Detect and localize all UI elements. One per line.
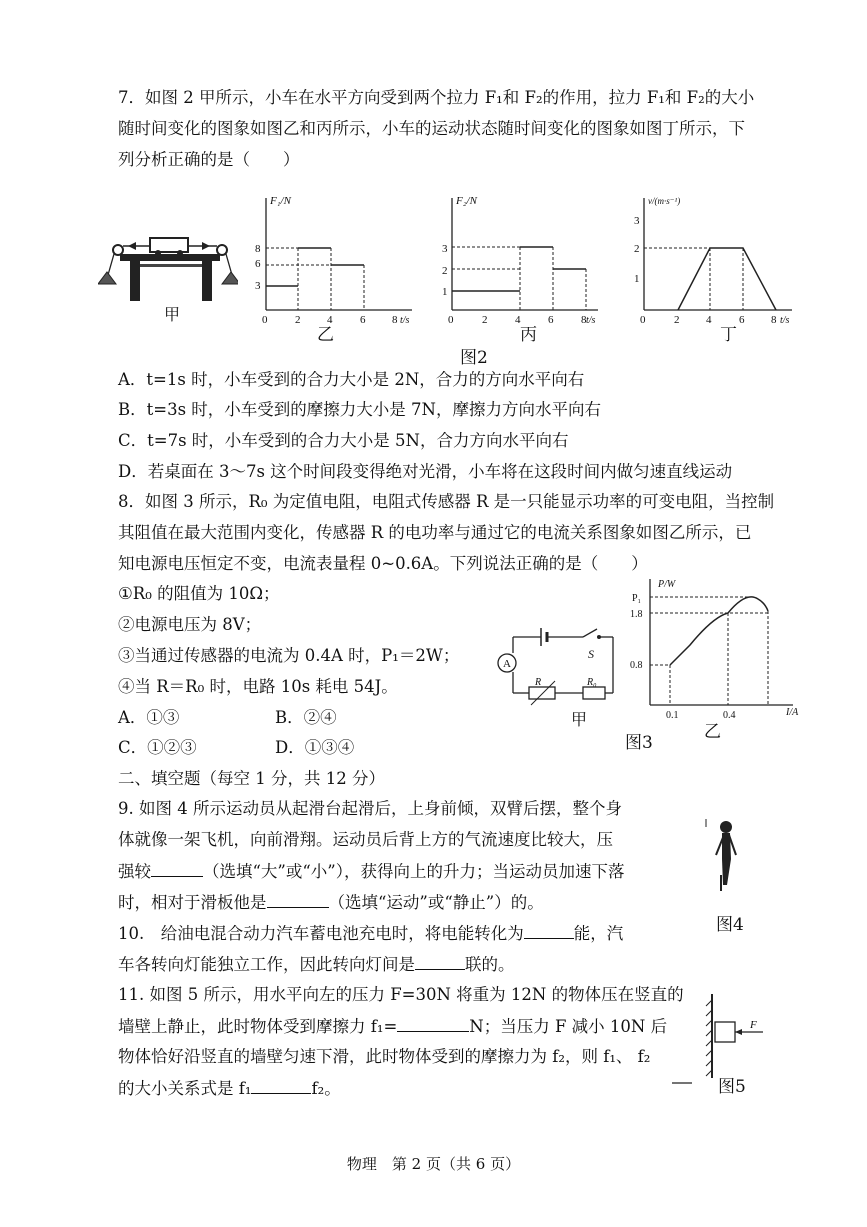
figure-2-velocity-chart xyxy=(630,190,800,345)
fig2-yi-xtick-8: 8 xyxy=(392,314,398,326)
q10-line-1-start: 10. 给油电混合动力汽车蓄电池充电时，将电能转化为 xyxy=(118,924,524,943)
q7-option-d: D．若桌面在 3～7s 这个时间段变得绝对光滑，小车将在这段时间内做匀速直线运动 xyxy=(118,462,733,481)
fig2-bing-xtick-0: 0 xyxy=(448,314,454,326)
q7-line-3: 列分析正确的是（ ） xyxy=(118,150,300,169)
figure-2-caption: 图2 xyxy=(460,348,488,368)
fig2-ding-xtick-2: 2 xyxy=(674,314,680,326)
figure-3-circuit xyxy=(493,625,623,730)
figure-4-ski-jumper xyxy=(700,815,750,895)
fig3-label-jia: 甲 xyxy=(571,712,588,729)
fig2-bing-ytick-3: 3 xyxy=(442,243,448,255)
fig2-label-ding: 丁 xyxy=(720,325,737,344)
fig3-yi-xtick-0-1: 0.1 xyxy=(666,710,679,721)
figure-2-f2-chart xyxy=(440,190,610,345)
fig2-bing-xtick-6: 6 xyxy=(548,314,554,326)
fig2-bing-ylabel: F₂/N xyxy=(456,195,477,207)
q10-blank-1[interactable] xyxy=(524,922,574,939)
fig2-yi-xtick-6: 6 xyxy=(360,314,366,326)
fig3-yi-ytick-1-8: 1.8 xyxy=(630,609,643,620)
fig2-ding-xlabel: t/s xyxy=(780,315,790,326)
q7-line-1: 7．如图 2 甲所示，小车在水平方向受到两个拉力 F₁和 F₂的作用，拉力 F₁和 F₂的大小 xyxy=(118,88,755,107)
fig2-ding-xtick-6: 6 xyxy=(739,314,745,326)
q8-choice-d: D．①③④ xyxy=(275,738,355,757)
fig2-ding-ylabel: v/(m·s⁻¹) xyxy=(648,196,681,206)
fig2-ding-xtick-8: 8 xyxy=(771,314,777,326)
q9-line-4 xyxy=(118,891,544,914)
q9-line-2: 体就像一架飞机，向前滑翔。运动员后背上方的气流速度比较大，压 xyxy=(118,830,613,849)
q10-line-1-end: 能，汽 xyxy=(573,924,624,943)
q8-choice-c: C．①②③ xyxy=(118,738,197,757)
fig2-yi-ylabel: F₁/N xyxy=(270,195,291,207)
fig2-bing-ytick-2: 2 xyxy=(442,265,448,277)
fig3-yi-ytick-0-8: 0.8 xyxy=(630,660,643,671)
page-footer: 物理 第 2 页（共 6 页） xyxy=(346,1155,521,1173)
q8-statement-2: ②电源电压为 8V； xyxy=(118,615,262,634)
fig2-bing-xtick-8: 8 xyxy=(581,314,587,326)
fig2-yi-xtick-2: 2 xyxy=(295,314,301,326)
q9-line-3-start: 强较 xyxy=(118,862,151,881)
q11-line-3: 物体恰好沿竖直的墙壁匀速下滑，此时物体受到的摩擦力为 f₂，则 f₁、 f₂ xyxy=(118,1047,651,1066)
fig2-ding-ytick-3: 3 xyxy=(634,215,640,227)
fig2-yi-xtick-4: 4 xyxy=(327,314,333,326)
fig3-yi-xlabel: I/A xyxy=(786,707,799,718)
q7-option-c: C．t=7s 时，小车受到的合力大小是 5N，合力方向水平向右 xyxy=(118,431,569,450)
q9-line-1: 9. 如图 4 所示运动员从起滑台起滑后，上身前倾，双臂后摆，整个身 xyxy=(118,799,622,818)
q10-line-2-start: 车各转向灯能独立工作，因此转向灯间是 xyxy=(118,955,415,974)
q8-line-1: 8．如图 3 所示，R₀ 为定值电阻，电阻式传感器 R 是一只能显示功率的可变电阻，当控制 xyxy=(118,492,775,511)
fig2-bing-xlabel: t/s xyxy=(586,315,596,326)
fig2-yi-ytick-6: 6 xyxy=(255,258,261,270)
circuit-sensor-label: R xyxy=(535,677,542,688)
figure-3-power-chart xyxy=(628,575,803,745)
q9-line-4-end: （选填“运动”或“静止”）的。 xyxy=(328,893,544,912)
q10-line-1 xyxy=(118,922,623,945)
figure-2-f1-chart xyxy=(252,190,422,345)
section-2-title: 二、填空题（每空 1 分，共 12 分） xyxy=(118,769,385,788)
q11-line-4-start: 的大小关系式是 f₁ xyxy=(118,1079,252,1098)
fig3-yi-ytick-p1: P₁ xyxy=(632,593,642,604)
q9-line-3-end: （选填“大”或“小”），获得向上的升力；当运动员加速下落 xyxy=(203,862,625,881)
q8-statement-3: ③当通过传感器的电流为 0.4A 时，P₁＝2W； xyxy=(118,646,460,665)
fig2-ding-xtick-0: 0 xyxy=(640,314,646,326)
q9-blank-1[interactable] xyxy=(151,860,203,877)
q11-line-4 xyxy=(118,1077,341,1100)
fig3-yi-ylabel: P/W xyxy=(658,579,676,590)
q9-blank-2[interactable] xyxy=(267,891,329,908)
circuit-ammeter-label: A xyxy=(503,658,511,670)
q10-blank-2[interactable] xyxy=(415,953,465,970)
fig2-yi-xtick-0: 0 xyxy=(262,314,268,326)
q8-choice-b: B．②④ xyxy=(275,708,337,727)
fig2-yi-xlabel: t/s xyxy=(400,315,410,326)
figure-3-caption: 图3 xyxy=(625,733,653,753)
fig5-force-label: F xyxy=(750,1019,757,1031)
q11-line-4-end: f₂。 xyxy=(311,1079,341,1098)
fig2-bing-xtick-4: 4 xyxy=(515,314,521,326)
fig3-yi-xtick-0-4: 0.4 xyxy=(723,710,736,721)
q10-line-2-end: 联的。 xyxy=(465,955,515,974)
q11-line-2-end: N；当压力 F 减小 10N 后 xyxy=(469,1017,668,1036)
q8-statement-1: ①R₀ 的阻值为 10Ω； xyxy=(118,584,280,603)
q9-line-4-start: 时，相对于滑板他是 xyxy=(118,893,267,912)
circuit-r0-label: R₀ xyxy=(587,677,597,688)
q9-line-3 xyxy=(118,860,625,883)
fig2-label-jia: 甲 xyxy=(164,307,181,324)
fig2-bing-ytick-1: 1 xyxy=(442,286,448,298)
fig2-label-bing: 丙 xyxy=(520,325,537,344)
q7-option-b: B．t=3s 时，小车受到的摩擦力大小是 7N，摩擦力方向水平向右 xyxy=(118,400,601,419)
circuit-switch-label: S xyxy=(588,647,594,661)
q8-line-2: 其阻值在最大范围内变化，传感器 R 的电功率与通过它的电流关系图象如图乙所示，已 xyxy=(118,523,752,542)
q8-line-3: 知电源电压恒定不变，电流表量程 0~0.6A。下列说法正确的是（ ） xyxy=(118,554,648,573)
q8-statement-4: ④当 R＝R₀ 时，电路 10s 耗电 54J。 xyxy=(118,677,398,696)
figure-2-cart-apparatus xyxy=(98,220,238,325)
fig2-ding-ytick-1: 1 xyxy=(634,273,640,285)
q11-blank-1[interactable] xyxy=(397,1015,469,1032)
q11-line-1: 11. 如图 5 所示，用水平向左的压力 F=30N 将重为 12N 的物体压在竖直的 xyxy=(118,985,684,1004)
fig2-ding-xtick-4: 4 xyxy=(706,314,712,326)
fig2-ding-ytick-2: 2 xyxy=(634,243,640,255)
q11-blank-2[interactable] xyxy=(251,1077,311,1094)
fig2-yi-ytick-8: 8 xyxy=(255,243,261,255)
q10-line-2 xyxy=(118,953,515,976)
q7-line-2: 随时间变化的图象如图乙和丙所示，小车的运动状态随时间变化的图象如图丁所示，下 xyxy=(118,119,745,138)
fig2-label-yi: 乙 xyxy=(317,325,334,344)
q11-line-2-start: 墙壁上静止，此时物体受到摩擦力 f₁= xyxy=(118,1017,398,1036)
fig2-bing-xtick-2: 2 xyxy=(482,314,488,326)
figure-5-caption: 图5 xyxy=(718,1077,746,1097)
figure-4-caption: 图4 xyxy=(716,915,744,935)
fig2-yi-ytick-3: 3 xyxy=(255,280,261,292)
q8-choice-a: A．①③ xyxy=(118,708,180,727)
fig3-label-yi: 乙 xyxy=(704,722,721,741)
q11-line-2 xyxy=(118,1015,667,1038)
q7-option-a: A．t=1s 时，小车受到的合力大小是 2N，合力的方向水平向右 xyxy=(118,370,585,389)
